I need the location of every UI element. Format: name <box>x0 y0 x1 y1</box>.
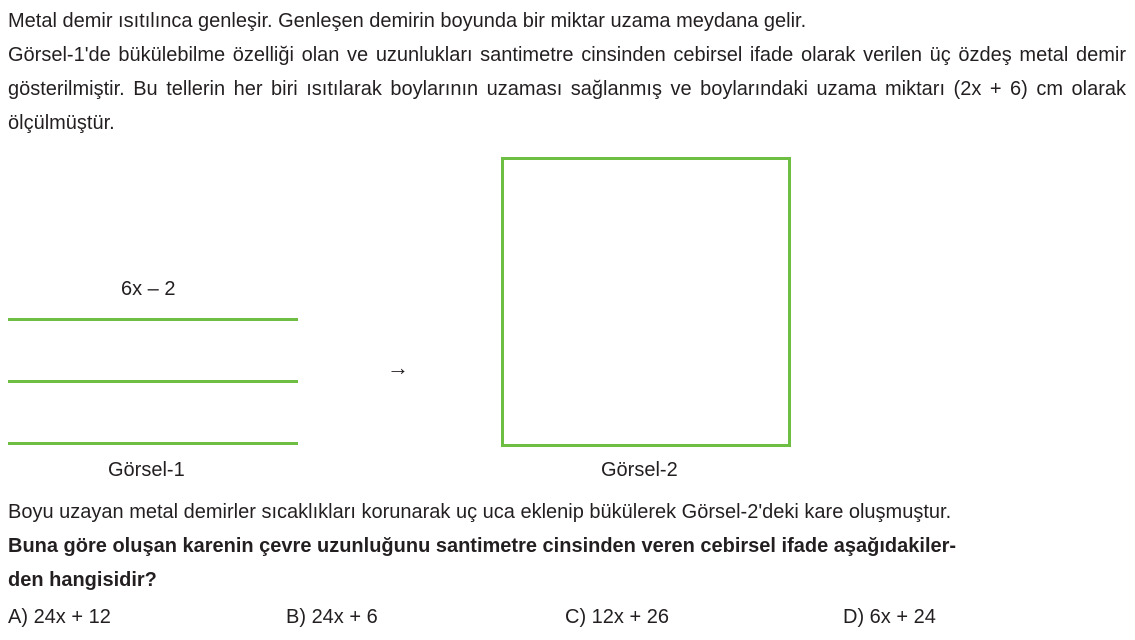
metal-wire-2 <box>8 380 298 383</box>
option-b-value: 24x + 6 <box>311 606 378 628</box>
intro-line-1: Metal demir ısıtılınca genleşir. Genleşen demirin boyunda bir miktar uzama meydana gelir. <box>8 10 807 32</box>
intro-text <box>8 4 1126 140</box>
wire-length-label: 6x – 2 <box>121 278 176 300</box>
right-arrow-icon: → <box>387 355 409 380</box>
option-a-label: A) <box>8 606 28 628</box>
option-c-label: C) <box>565 606 587 628</box>
option-c-value: 12x + 26 <box>591 606 669 628</box>
option-b[interactable] <box>286 604 378 630</box>
option-c[interactable] <box>565 604 669 630</box>
metal-wire-1 <box>8 318 298 321</box>
intro-paragraph: Görsel-1'de bükülebilme özelliği olan ve uzunlukları santimetre cinsinden cebirsel ifade olarak verilen üç özdeş metal demir gösterilmiştir. Bu tellerin her biri ısıtılarak boylarının uzaması sağlanmış ve boylarındaki uzama miktarı (2x + 6) cm olarak ölçülmüştür. <box>8 44 1126 134</box>
figure-2-caption: Görsel-2 <box>601 459 678 481</box>
metal-wire-3 <box>8 442 298 445</box>
figure-1-caption: Görsel-1 <box>108 459 185 481</box>
question-prompt-line-1: Buna göre oluşan karenin çevre uzunluğunu santimetre cinsinden veren cebirsel ifade aşağıdakiler- <box>8 535 957 557</box>
question-statement: Boyu uzayan metal demirler sıcaklıkları korunarak uç uca eklenip bükülerek Görsel-2'deki kare oluşmuştur. <box>8 501 952 523</box>
option-d-label: D) <box>843 606 865 628</box>
square-figure <box>501 157 791 447</box>
option-a-value: 24x + 12 <box>33 606 111 628</box>
option-a[interactable] <box>8 604 111 630</box>
question-prompt-line-2: den hangisidir? <box>8 569 157 591</box>
option-b-label: B) <box>286 606 306 628</box>
option-d[interactable] <box>843 604 936 630</box>
question-block <box>8 495 1126 597</box>
option-d-value: 6x + 24 <box>869 606 936 628</box>
